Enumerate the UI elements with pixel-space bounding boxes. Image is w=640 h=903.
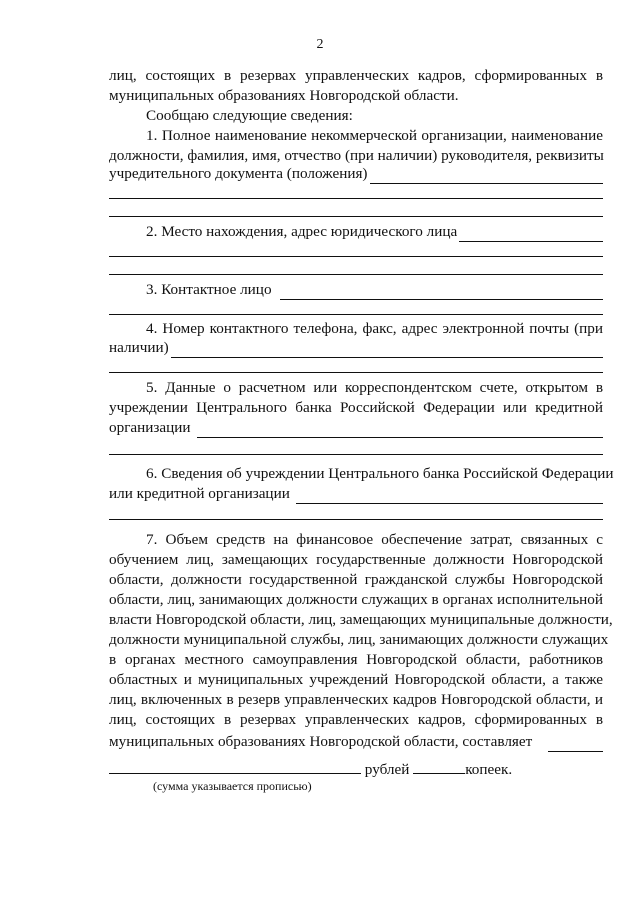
item-7-line: власти Новгородской области, лиц, замещающих муниципальные должности, — [109, 611, 613, 628]
item-7-label: муниципальных образованиях Новгородской области, составляет — [109, 733, 533, 750]
item-1-field[interactable] — [109, 164, 603, 184]
item-1-line: 1. Полное наименование некоммерческой организации, наименование — [146, 127, 603, 144]
page-number: 2 — [316, 37, 324, 52]
item-1-line: должности, фамилия, имя, отчество (при наличии) руководителя, реквизиты — [109, 147, 604, 164]
item-5-field[interactable] — [109, 418, 603, 438]
fill-line[interactable] — [109, 256, 603, 257]
item-5-label: организации — [109, 419, 191, 436]
item-7-line: в органах местного самоуправления Новгородской области, работников — [109, 651, 603, 668]
rub-label: рублей — [364, 761, 410, 778]
item-6-label: или кредитной организации — [109, 485, 290, 502]
kopeck-field[interactable] — [413, 759, 465, 774]
amount-line — [109, 759, 603, 779]
item-1-label: учредительного документа (положения) — [109, 165, 368, 182]
fill-line[interactable] — [109, 519, 603, 520]
text-line: муниципальных образованиях Новгородской области. — [109, 87, 459, 104]
item-7-line: должности муниципальной службы, лиц, занимающих должности служащих — [109, 631, 609, 648]
amount-words-field[interactable] — [109, 759, 361, 774]
fill-line — [280, 285, 603, 300]
fill-line — [171, 343, 603, 358]
item-5-line: 5. Данные о расчетном или корреспондентском счете, открытом в — [146, 379, 603, 396]
item-2-label: 2. Место нахождения, адрес юридического лица — [146, 223, 458, 240]
item-4-line: 4. Номер контактного телефона, факс, адрес электронной почты (при — [146, 320, 603, 337]
item-7-line: лиц, состоящих в резервах управленческих кадров, сформированных в — [109, 711, 603, 728]
fill-line — [296, 489, 603, 504]
item-7-line: обучением лиц, замещающих государственные должности Новгородской — [109, 551, 603, 568]
item-6-line: 6. Сведения об учреждении Центрального банка Российской Федерации — [146, 465, 614, 482]
item-4-label: наличии) — [109, 339, 169, 356]
item-4-field[interactable] — [109, 338, 603, 358]
fill-line — [197, 423, 603, 438]
amount-note: (сумма указывается прописью) — [153, 779, 312, 793]
item-5-line: учреждении Центрального банка Российской Федерации или кредитной — [109, 399, 603, 416]
kop-label: копеек. — [465, 761, 513, 778]
fill-line — [548, 737, 603, 752]
item-3-label: 3. Контактное лицо — [146, 281, 272, 298]
fill-line — [459, 227, 603, 242]
text-line: Сообщаю следующие сведения: — [146, 107, 353, 124]
item-7-field[interactable] — [109, 732, 603, 752]
item-7-line: области, должности государственной гражданской службы Новгородской — [109, 571, 603, 588]
item-6-field[interactable] — [109, 484, 603, 504]
item-7-line: лиц, включенных в резерв управленческих кадров Новгородской области, и — [109, 691, 603, 708]
fill-line[interactable] — [109, 274, 603, 275]
item-3-field[interactable] — [146, 280, 603, 300]
item-7-line: областных и муниципальных учреждений Новгородской области, а также — [109, 671, 603, 688]
fill-line[interactable] — [109, 372, 603, 373]
fill-line[interactable] — [109, 454, 603, 455]
item-7-line: области, лиц, занимающих должности служащих в органах исполнительной — [109, 591, 603, 608]
fill-line[interactable] — [109, 216, 603, 217]
fill-line[interactable] — [109, 314, 603, 315]
item-2-field[interactable] — [146, 222, 603, 242]
text-line: лиц, состоящих в резервах управленческих кадров, сформированных в — [109, 67, 603, 84]
fill-line[interactable] — [109, 198, 603, 199]
fill-line — [370, 169, 604, 184]
item-7-line: 7. Объем средств на финансовое обеспечение затрат, связанных с — [146, 531, 603, 548]
